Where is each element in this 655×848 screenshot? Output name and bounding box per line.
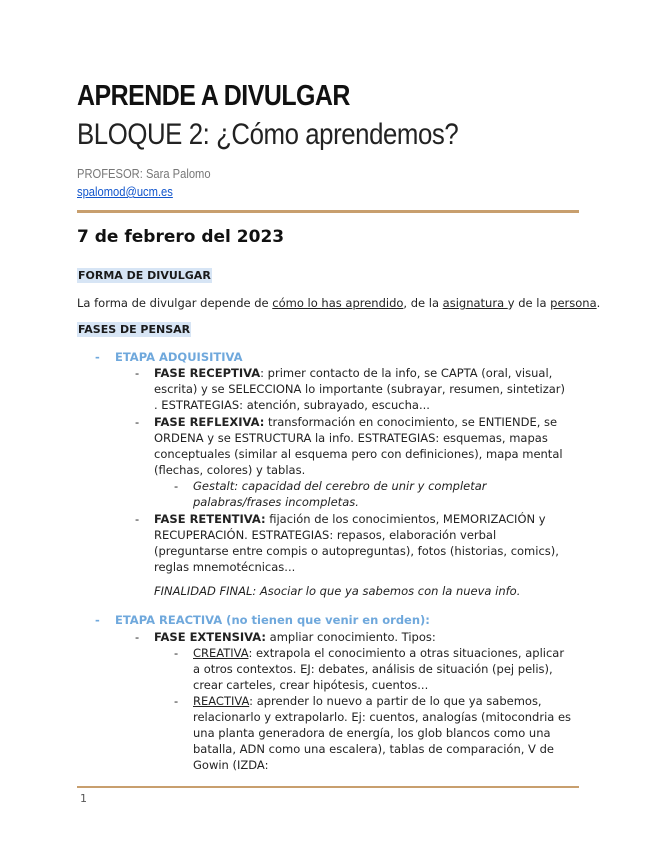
stage-adquisitiva: - ETAPA ADQUISITIVA bbox=[95, 350, 243, 364]
list-item-creativa: - CREATIVA: extrapola el conocimiento a otras situaciones, aplicar a otros contextos. EJ: debates, análisis de situación (pej pelis), crear carteles, crear hipótesis, cuentos... bbox=[174, 646, 565, 692]
list-item-gestalt: - Gestalt: capacidad del cerebro de unir y completar palabras/frases incompletas. bbox=[174, 479, 487, 509]
section-heading-fases: FASES DE PENSAR bbox=[78, 323, 191, 336]
session-date: 7 de febrero del 2023 bbox=[77, 227, 285, 247]
list-item-retentiva: - FASE RETENTIVA: fijación de los conocimientos, MEMORIZACIÓN y RECUPERACIÓN. ESTRATEGIAS: repasos, elaboración verbal (preguntarse entre compis o autopreguntas), fotos (historias, comics), reglas mnemotécnicas... bbox=[135, 512, 559, 574]
document-subtitle: BLOQUE 2: ¿Cómo aprendemos? bbox=[77, 118, 459, 151]
finalidad-final-note: FINALIDAD FINAL: Asociar lo que ya sabemos con la nueva info. bbox=[154, 584, 521, 598]
header-divider bbox=[77, 210, 579, 213]
underlined-asignatura: asignatura bbox=[442, 296, 508, 310]
list-item-reactiva: - REACTIVA: aprender lo nuevo a partir de lo que ya sabemos, relacionarlo y extrapolarlo. Ej: cuentos, analogías (mitocondria es una planta generadora de energía, los glob blancos como una batalla, ADN como una escalera), tablas de comparación, V de Gowin (IZDA: bbox=[174, 694, 572, 772]
professor-email-link[interactable]: spalomod@ucm.es bbox=[77, 184, 173, 199]
stage-reactiva: - ETAPA REACTIVA (no tienen que venir en orden): bbox=[95, 613, 430, 627]
section-heading-forma: FORMA DE DIVULGAR bbox=[78, 269, 211, 282]
professor-name: PROFESOR: Sara Palomo bbox=[77, 166, 211, 181]
footer-divider bbox=[77, 786, 579, 788]
list-item-receptiva: - FASE RECEPTIVA: primer contacto de la info, se CAPTA (oral, visual, escrita) y se SELECCIONA lo importante (subrayar, resumen, sintetizar) . ESTRATEGIAS: atención, subrayado, escucha... bbox=[135, 366, 565, 412]
underlined-persona: persona bbox=[550, 296, 597, 310]
list-item-extensiva: - FASE EXTENSIVA: ampliar conocimiento. Tipos: bbox=[135, 630, 436, 644]
underlined-como: cómo lo has aprendido bbox=[272, 296, 404, 310]
forma-paragraph: La forma de divulgar depende de cómo lo has aprendido, de la asignatura y de la persona. bbox=[77, 296, 601, 310]
document-title: APRENDE A DIVULGAR bbox=[77, 80, 350, 112]
page-number: 1 bbox=[80, 792, 87, 805]
list-item-reflexiva: - FASE REFLEXIVA: transformación en conocimiento, se ENTIENDE, se ORDENA y se ESTRUCTURA la info. ESTRATEGIAS: esquemas, mapas conceptuales (similar al esquema pero con definiciones), mapa mental (flechas, colores) y tablas. bbox=[135, 415, 563, 477]
